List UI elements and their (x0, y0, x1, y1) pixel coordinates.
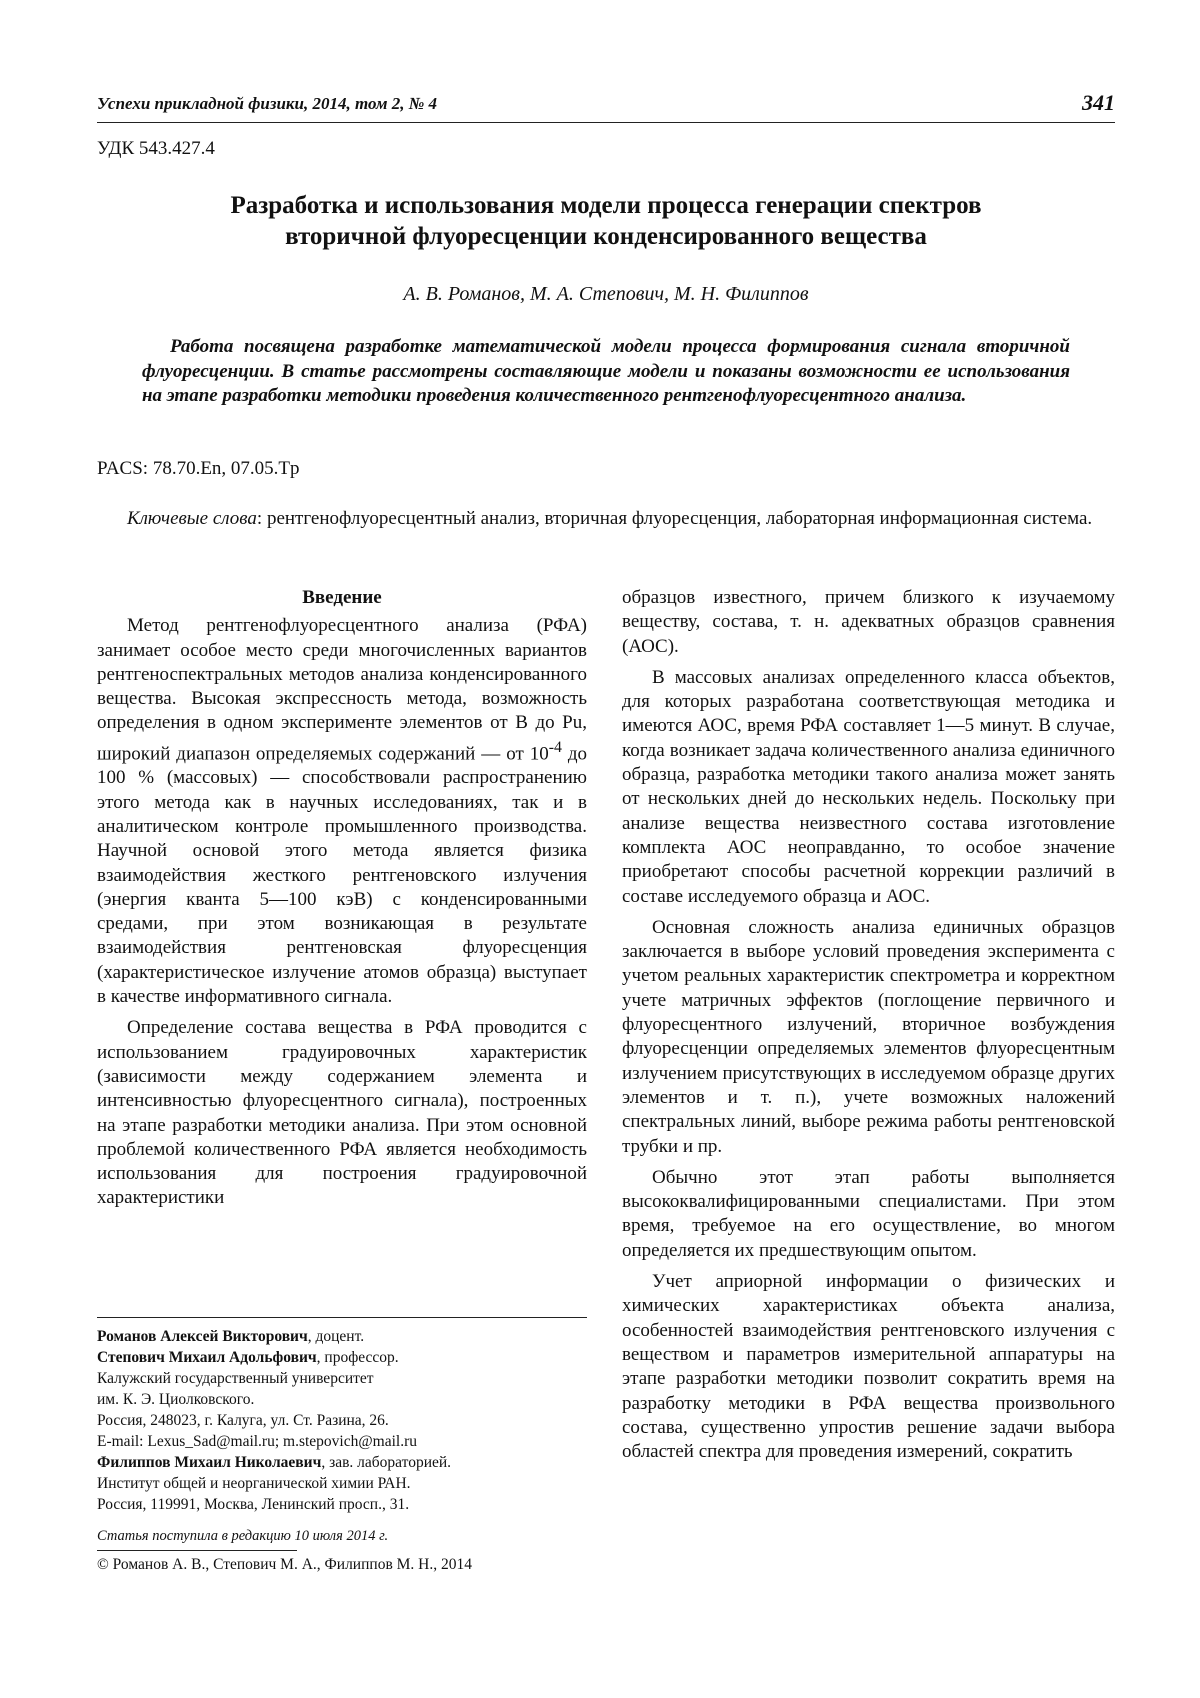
paragraph-continued: образцов известного, причем близкого к изучаемому веществу, состава, т. н. адекватных образцов сравнения (АОС). (622, 587, 1115, 657)
abstract: Работа посвящена разработке математической модели процесса формирования сигнала вторичной флуоресценции. В статье рассмотрены составляющие модели и показаны возможности ее использования на этапе разработки методики проведения количественного рентгенофлуоресцентного анализа. (142, 336, 1070, 406)
paragraph: Определение состава вещества в РФА проводится с использованием градуировочных характеристик (зависимости между содержанием элемента и интенсивностью флуоресцентного сигнала), построенных на этапе разработки методики анализа. При этом основной проблемой количественного РФА является необходимость использования для построения градуировочной характеристики (97, 1017, 587, 1209)
keywords-label: Ключевые слова (127, 508, 257, 529)
paragraph: В массовых анализах определенного класса объектов, для которых разработана соответствующая методика и имеются АОС, время РФА составляет 1—5 минут. В случае, когда возникает задача количественного анализа единичного образца, разработка методики такого анализа может занять от нескольких дней до нескольких недель. Поскольку при анализе вещества неизвестного состава изготовление комплекта АОС неоправданно, то особое значение приобретают способы расчетной коррекции различий в составе исследуемого образца и АОС. (622, 666, 1115, 907)
copyright-divider (97, 1550, 297, 1551)
paragraph: Основная сложность анализа единичных образцов заключается в выборе условий проведения эксперимента с учетом реальных характеристик спектрометра и корректном учете матричных эффектов (поглощение первичного и флуоресцентного излучений, вторичное возбуждения флуоресценции определяемых элементов флуоресцентным излучением присутствующих в исследуемом образце других элементов и т. п.), учете возможных наложений спектральных линий, выборе режима работы рентгеновской трубки и пр. (622, 916, 1115, 1157)
udk-code: УДК 543.427.4 (97, 138, 215, 159)
running-header (97, 88, 1115, 123)
paragraph: Обычно этот этап работы выполняется высококвалифицированными специалистами. При этом время, требуемое на его осуществление, во многом определяется их предшествующим опытом. (622, 1166, 1115, 1261)
author-role: , зав. лабораторией. (321, 1454, 452, 1471)
affiliation: им. К. Э. Циолковского. (97, 1391, 255, 1408)
author-entry (97, 1326, 597, 1347)
exponent: -4 (548, 738, 562, 756)
address: Россия, 248023, г. Калуга, ул. Ст. Разина, 26. (97, 1412, 389, 1429)
author-name: Филиппов Михаил Николаевич (97, 1454, 322, 1471)
author-name: Романов Алексей Викторович (97, 1328, 308, 1345)
author-footnote (97, 1326, 597, 1515)
author-entry (97, 1452, 597, 1473)
paragraph-text: до 100 % (массовых) — способствовали распространению этого метода как в научных исследованиях, так и в аналитическом контроле промышленного производства. Научной основой этого метода является физика взаимодействия жесткого рентгеновского излучения (энергия кванта 5—100 кэВ) с конденсированными средами, при этом возникающая в результате взаимодействия рентгеновская флуоресценция (характеристическое излучение атомов образца) выступает в качестве информативного сигнала. (97, 743, 587, 1008)
author-role: , профессор. (316, 1349, 399, 1366)
title-line: Разработка и использования модели процесса генерации спектров (230, 192, 982, 219)
received-date: Статья поступила в редакцию 10 июля 2014 г. (97, 1528, 389, 1544)
paragraph (97, 614, 587, 1009)
right-column (622, 586, 1115, 1464)
journal-citation: Успехи прикладной физики, 2014, том 2, № 4 (97, 94, 438, 113)
copyright: © Романов А. В., Степович М. А., Филиппов М. Н., 2014 (97, 1556, 472, 1573)
author-name: Степович Михаил Адольфович (97, 1349, 317, 1366)
keywords (97, 507, 1115, 531)
title-line: вторичной флуоресценции конденсированного вещества (285, 223, 927, 250)
authors: А. В. Романов, М. А. Степович, М. Н. Филиппов (403, 283, 809, 305)
article-title (97, 190, 1115, 252)
affiliation: Калужский государственный университет (97, 1370, 374, 1387)
author-role: , доцент. (307, 1328, 365, 1345)
page-number: 341 (1082, 90, 1115, 115)
email: E-mail: Lexus_Sad@mail.ru; m.stepovich@mail.ru (97, 1433, 417, 1450)
affiliation: Институт общей и неорганической химии РАН. (97, 1475, 411, 1492)
pacs-codes: PACS: 78.70.En, 07.05.Tp (97, 458, 300, 479)
author-entry (97, 1347, 597, 1368)
left-column (97, 586, 587, 1211)
paragraph-text: Метод рентгенофлуоресцентного анализа (РФА) занимает особое место среди многочисленных вариантов рентгеноспектральных методов анализа конденсированного вещества. Высокая экспрессность метода, возможность определения в одном эксперименте элементов от B до Pu, широкий диапазон определяемых содержаний — от 10 (97, 615, 587, 765)
keywords-text: : рентгенофлуоресцентный анализ, вторичная флуоресценция, лабораторная информационная система. (256, 508, 1093, 529)
address: Россия, 119991, Москва, Ленинский просп., 31. (97, 1496, 410, 1513)
paragraph: Учет априорной информации о физических и химических характеристиках объекта анализа, особенностей взаимодействия рентгеновского излучения с веществом и параметров измерительной аппаратуры на этапе разработки методики позволит сократить время на разработку методики в РФА вещества произвольного состава, существенно упростив решение задачи выбора областей спектра для проведения измерений, сократить (622, 1271, 1115, 1463)
section-heading-introduction: Введение (302, 587, 382, 608)
footnote-divider (97, 1317, 587, 1318)
